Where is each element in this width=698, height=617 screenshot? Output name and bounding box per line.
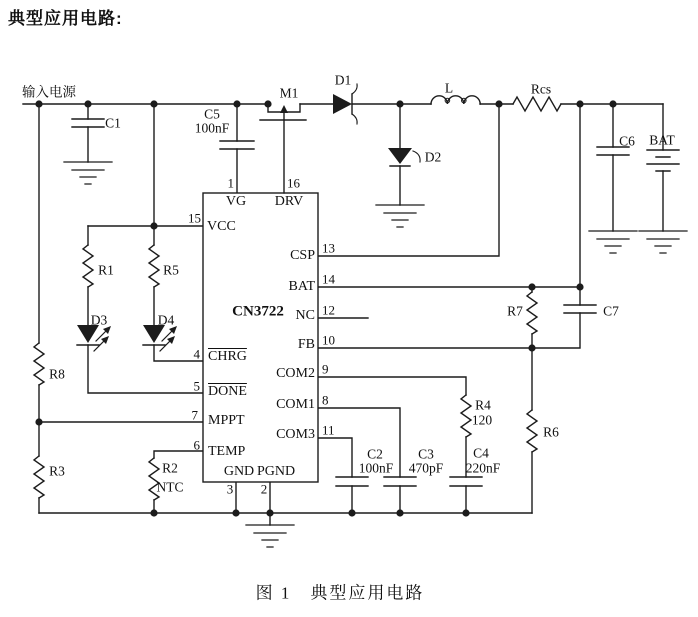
resistor-r8-symbol <box>34 343 44 385</box>
label-r6: R6 <box>543 424 559 440</box>
ic-pin-name-nc: NC <box>295 308 315 323</box>
label-c2: C2 <box>367 446 383 462</box>
label-rcs: Rcs <box>530 81 552 97</box>
ic-pin-name-temp: TEMP <box>208 444 246 459</box>
label-d3: D3 <box>90 312 108 328</box>
label-m1: M1 <box>279 85 299 101</box>
ic-pin-num-5: 5 <box>193 378 200 394</box>
ic-pin-num-7: 7 <box>191 407 198 423</box>
label-r1: R1 <box>98 262 114 278</box>
ic-pin-num-4: 4 <box>193 346 200 362</box>
ic-pin-name-drv: DRV <box>274 194 304 209</box>
ic-pin-num-11: 11 <box>322 422 335 438</box>
led-d3-symbol <box>77 325 111 351</box>
resistor-r1-symbol <box>83 245 93 287</box>
ic-pin-num-1: 1 <box>227 175 234 191</box>
ic-pin-num-13: 13 <box>322 240 335 256</box>
ic-pin-name-vcc: VCC <box>207 219 236 234</box>
ic-pin-name-gnd: GND <box>223 464 255 479</box>
page-title: 典型应用电路: <box>8 9 123 28</box>
ic-pin-num-9: 9 <box>322 361 329 377</box>
label-c4: C4 <box>473 445 489 461</box>
label-r8: R8 <box>49 366 65 382</box>
label-c3: C3 <box>418 446 434 462</box>
battery-bat-symbol <box>647 150 679 171</box>
ic-pin-name-com2: COM2 <box>276 366 315 381</box>
capacitor-c1-symbol <box>72 119 104 127</box>
capacitor-c3-symbol <box>384 477 416 486</box>
ic-pin-name-fb: FB <box>297 337 315 352</box>
label-r4-value: 120 <box>471 412 493 428</box>
label-c5-value: 100nF <box>194 120 230 136</box>
ic-pin-num-6: 6 <box>193 437 200 453</box>
label-c2-value: 100nF <box>358 460 394 476</box>
label-d1: D1 <box>334 72 352 88</box>
resistor-rcs-symbol <box>513 97 561 111</box>
ic-pin-num-14: 14 <box>322 271 335 287</box>
label-bat: BAT <box>649 132 675 148</box>
resistor-r5-symbol <box>149 245 159 287</box>
ic-pin-num-10: 10 <box>322 332 335 348</box>
label-r2-value: NTC <box>156 479 184 495</box>
ic-pin-name-done: DONE <box>208 384 247 399</box>
label-c4-value: 220nF <box>465 460 501 476</box>
capacitor-c5-symbol <box>220 141 254 149</box>
capacitor-c2-symbol <box>336 477 368 486</box>
label-r2: R2 <box>162 460 178 476</box>
label-c3-value: 470pF <box>408 460 444 476</box>
label-c1: C1 <box>105 115 121 131</box>
capacitor-c4-symbol <box>450 477 482 486</box>
ic-part-number: CN3722 <box>232 303 284 320</box>
label-c5: C5 <box>204 106 220 122</box>
figure-caption: 图 1 典型应用电路 <box>255 583 425 603</box>
ic-pin-name-vg: VG <box>225 194 247 209</box>
ic-pin-num-2: 2 <box>260 481 268 497</box>
label-r4: R4 <box>475 397 491 413</box>
led-d4-symbol <box>143 325 177 351</box>
resistor-r6-symbol <box>527 410 537 452</box>
ic-pin-name-bat: BAT <box>288 279 315 294</box>
ic-pin-num-15: 15 <box>188 210 201 226</box>
input-power-label: 输入电源 <box>22 84 76 100</box>
label-r3: R3 <box>49 463 65 479</box>
resistor-r7-symbol <box>527 292 537 334</box>
ic-pin-name-mppt: MPPT <box>208 413 245 428</box>
inductor-l-symbol <box>431 96 480 104</box>
ic-pin-name-pgnd: PGND <box>256 464 296 479</box>
ic-pin-num-3: 3 <box>226 481 234 497</box>
ic-pin-name-csp: CSP <box>290 248 315 263</box>
ic-pin-num-12: 12 <box>322 302 335 318</box>
label-r5: R5 <box>163 262 179 278</box>
label-r7: R7 <box>507 303 523 319</box>
label-l: L <box>444 80 454 96</box>
ic-pin-num-16: 16 <box>287 175 300 191</box>
ic-pin-name-chrg: CHRG <box>208 349 247 364</box>
resistor-r3-symbol <box>34 456 44 498</box>
capacitor-c7-symbol <box>564 305 596 313</box>
wire-net <box>23 104 663 525</box>
label-d2: D2 <box>424 149 442 165</box>
label-c6: C6 <box>619 133 635 149</box>
resistor-r4-symbol <box>461 395 471 437</box>
ic-pin-num-8: 8 <box>322 392 329 408</box>
ic-pin-name-com3: COM3 <box>276 427 315 442</box>
label-d4: D4 <box>157 312 175 328</box>
label-c7: C7 <box>603 303 619 319</box>
diode-d2-symbol <box>388 148 420 166</box>
ic-pin-name-com1: COM1 <box>276 397 315 412</box>
